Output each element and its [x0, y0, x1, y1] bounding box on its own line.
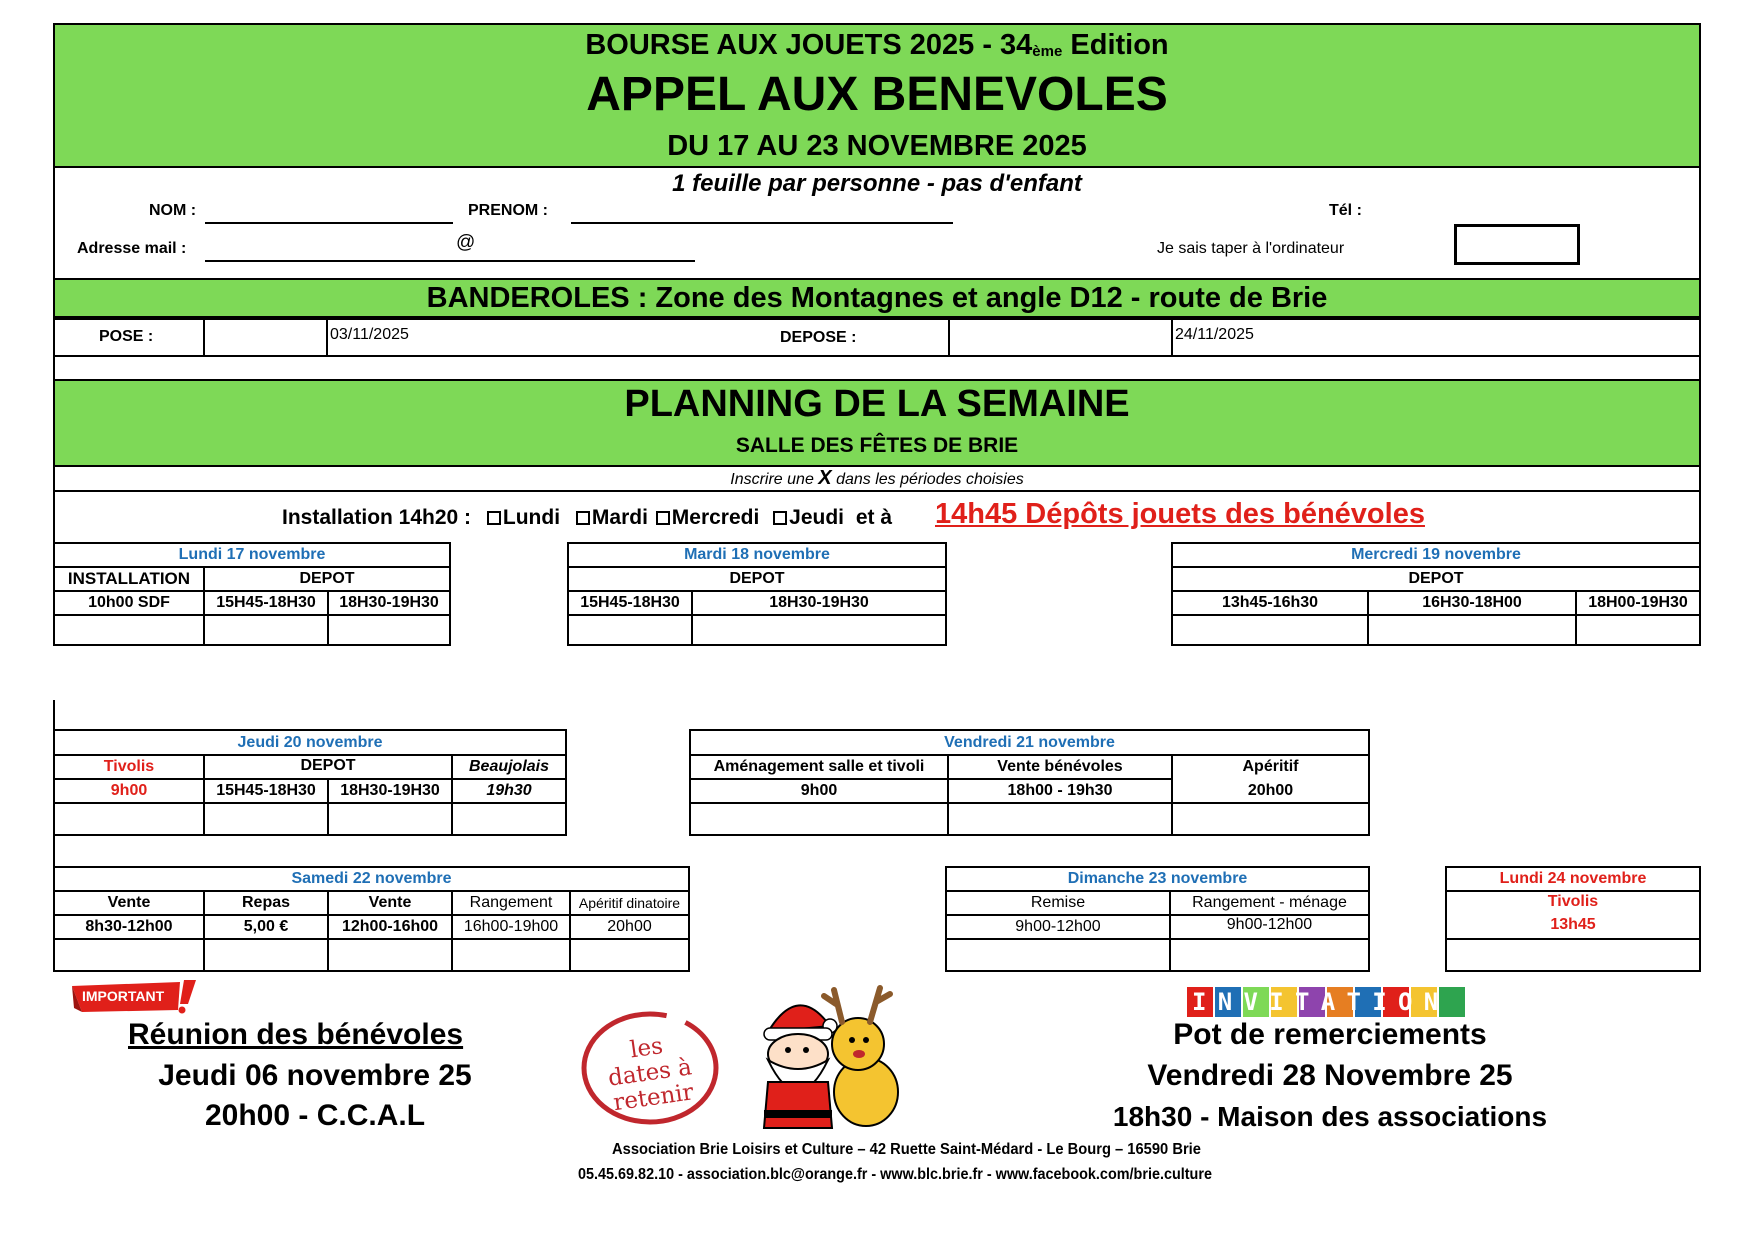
- slot-samedi-repas[interactable]: [205, 940, 327, 970]
- assoc-contact: 05.45.69.82.10 - association.blc@orange.fr - www.blc.brie.fr - www.facebook.com/brie.culture: [578, 1166, 1212, 1183]
- santa-icon: [738, 982, 908, 1132]
- slot-samedi-aperitif[interactable]: [571, 940, 688, 970]
- assoc-address: Association Brie Loisirs et Culture – 42 Ruette Saint-Médard - Le Bourg – 16590 Brie: [612, 1141, 1201, 1158]
- header-line1: BOURSE AUX JOUETS 2025 - 34ème Edition: [585, 29, 1169, 61]
- table-vendredi-21: Vendredi 21 novembre Aménagement salle et tivoli Vente bénévoles Apéritif 9h00 18h00 - 19h30 20h00: [689, 729, 1370, 836]
- mail-field[interactable]: [205, 260, 695, 262]
- page-title: APPEL AUX BENEVOLES: [586, 68, 1168, 121]
- slot-jeudi-depot-1[interactable]: [205, 804, 327, 834]
- slot-jeudi-depot-2[interactable]: [329, 804, 451, 834]
- table-lundi-24: Lundi 24 novembre Tivolis 13h45: [1445, 866, 1701, 972]
- table-samedi-22: Samedi 22 novembre Vente Repas Vente Rangement Apéritif dinatoire 8h30-12h00 5,00 € 12h00-16h00 16h00-19h00 20h00: [53, 866, 690, 972]
- planning-title: PLANNING DE LA SEMAINE: [624, 383, 1130, 425]
- slot-lundi24-tivolis[interactable]: [1447, 940, 1699, 970]
- header-banner: [53, 23, 1701, 166]
- stamp-text: les dates à retenir: [606, 1033, 696, 1117]
- slot-vendredi-aperitif[interactable]: [1173, 804, 1368, 834]
- mail-label: Adresse mail :: [77, 240, 187, 257]
- slot-jeudi-beaujolais[interactable]: [453, 804, 565, 834]
- stamp-dates: [578, 1008, 723, 1130]
- reunion-place: 20h00 - C.C.A.L: [204, 1099, 426, 1132]
- ordi-label: Je sais taper à l'ordinateur: [1157, 240, 1345, 257]
- slot-mercredi-2[interactable]: [1369, 616, 1575, 644]
- table-mercredi-19: Mercredi 19 novembre DEPOT 13h45-16h30 16H30-18H00 18H00-19H30: [1171, 542, 1701, 646]
- slot-mardi-2[interactable]: [693, 616, 945, 644]
- important-badge: [68, 978, 198, 1016]
- slot-lundi-depot-2[interactable]: [329, 616, 449, 644]
- checkbox-mardi[interactable]: [576, 511, 590, 525]
- slot-dimanche-remise[interactable]: [947, 940, 1169, 970]
- depose-label: DEPOSE :: [780, 329, 857, 346]
- installation-row: [53, 492, 1701, 542]
- depots-highlight: 14h45 Dépôts jouets des bénévoles: [935, 498, 1425, 530]
- installation-line: Installation 14h20 : Lundi Mardi Mercredi Jeudi et à: [282, 506, 893, 529]
- checkbox-mercredi[interactable]: [656, 511, 670, 525]
- slot-samedi-vente-1[interactable]: [55, 940, 203, 970]
- tel-label: Tél :: [1329, 202, 1362, 219]
- banderoles-row: [53, 318, 1701, 357]
- pose-date: 03/11/2025: [330, 326, 409, 343]
- important-text: IMPORTANT: [82, 988, 165, 1004]
- spacer-row: [53, 357, 1701, 381]
- pot-date: Vendredi 28 Novembre 25: [1147, 1059, 1513, 1092]
- table-mardi-18: Mardi 18 novembre DEPOT 15H45-18H30 18H30-19H30: [567, 542, 947, 646]
- pose-label: POSE :: [99, 328, 154, 345]
- prenom-label: PRENOM :: [468, 202, 548, 219]
- slot-samedi-vente-2[interactable]: [329, 940, 451, 970]
- slot-samedi-rangement[interactable]: [453, 940, 569, 970]
- ordi-checkbox[interactable]: [1454, 224, 1580, 265]
- reunion-date: Jeudi 06 novembre 25: [158, 1059, 472, 1092]
- nom-label: NOM :: [149, 202, 197, 219]
- slot-lundi-installation[interactable]: [55, 616, 203, 644]
- form-area: [53, 166, 1701, 280]
- slot-vendredi-amenagement[interactable]: [691, 804, 947, 834]
- day-title: Lundi 17 novembre: [178, 546, 326, 563]
- prenom-field[interactable]: [571, 222, 953, 224]
- table-dimanche-23: Dimanche 23 novembre Remise Rangement - ménage 9h00-12h00 9h00-12h00: [945, 866, 1370, 972]
- slot-mardi-1[interactable]: [569, 616, 691, 644]
- planning-subtitle: SALLE DES FÊTES DE BRIE: [735, 434, 1019, 457]
- slot-lundi-depot-1[interactable]: [205, 616, 327, 644]
- invitation-text: INVITATION: [1192, 988, 1450, 1016]
- header-dates: DU 17 AU 23 NOVEMBRE 2025: [667, 130, 1087, 162]
- slot-jeudi-tivolis[interactable]: [55, 804, 203, 834]
- at-symbol: @: [456, 232, 476, 253]
- pot-title: Pot de remerciements: [1173, 1018, 1487, 1051]
- reunion-title: Réunion des bénévoles: [128, 1018, 464, 1051]
- checkbox-jeudi[interactable]: [773, 511, 787, 525]
- planning-banner: [53, 379, 1701, 467]
- banderoles-title: BANDEROLES : Zone des Montagnes et angle D12 - route de Brie: [53, 280, 1701, 318]
- form-note: 1 feuille par personne - pas d'enfant: [672, 170, 1082, 197]
- slot-vendredi-vente[interactable]: [949, 804, 1171, 834]
- slot-mercredi-3[interactable]: [1577, 616, 1699, 644]
- instructions-row: Inscrire une X dans les périodes choisies: [53, 467, 1701, 492]
- table-lundi-17: Lundi 17 novembre INSTALLATION DEPOT 10h00 SDF 15H45-18H30 18H30-19H30: [53, 542, 451, 646]
- nom-field[interactable]: [205, 222, 453, 224]
- pot-place: 18h30 - Maison des associations: [1112, 1101, 1548, 1132]
- slot-dimanche-rangement[interactable]: [1171, 940, 1368, 970]
- depose-date: 24/11/2025: [1175, 326, 1254, 343]
- santa-reindeer-illustration: [738, 982, 908, 1132]
- invitation-banner: [1185, 985, 1475, 1019]
- checkbox-lundi[interactable]: [487, 511, 501, 525]
- table-jeudi-20: Jeudi 20 novembre Tivolis DEPOT Beaujolais 9h00 15H45-18H30 18H30-19H30 19h30: [53, 729, 567, 836]
- slot-mercredi-1[interactable]: [1173, 616, 1367, 644]
